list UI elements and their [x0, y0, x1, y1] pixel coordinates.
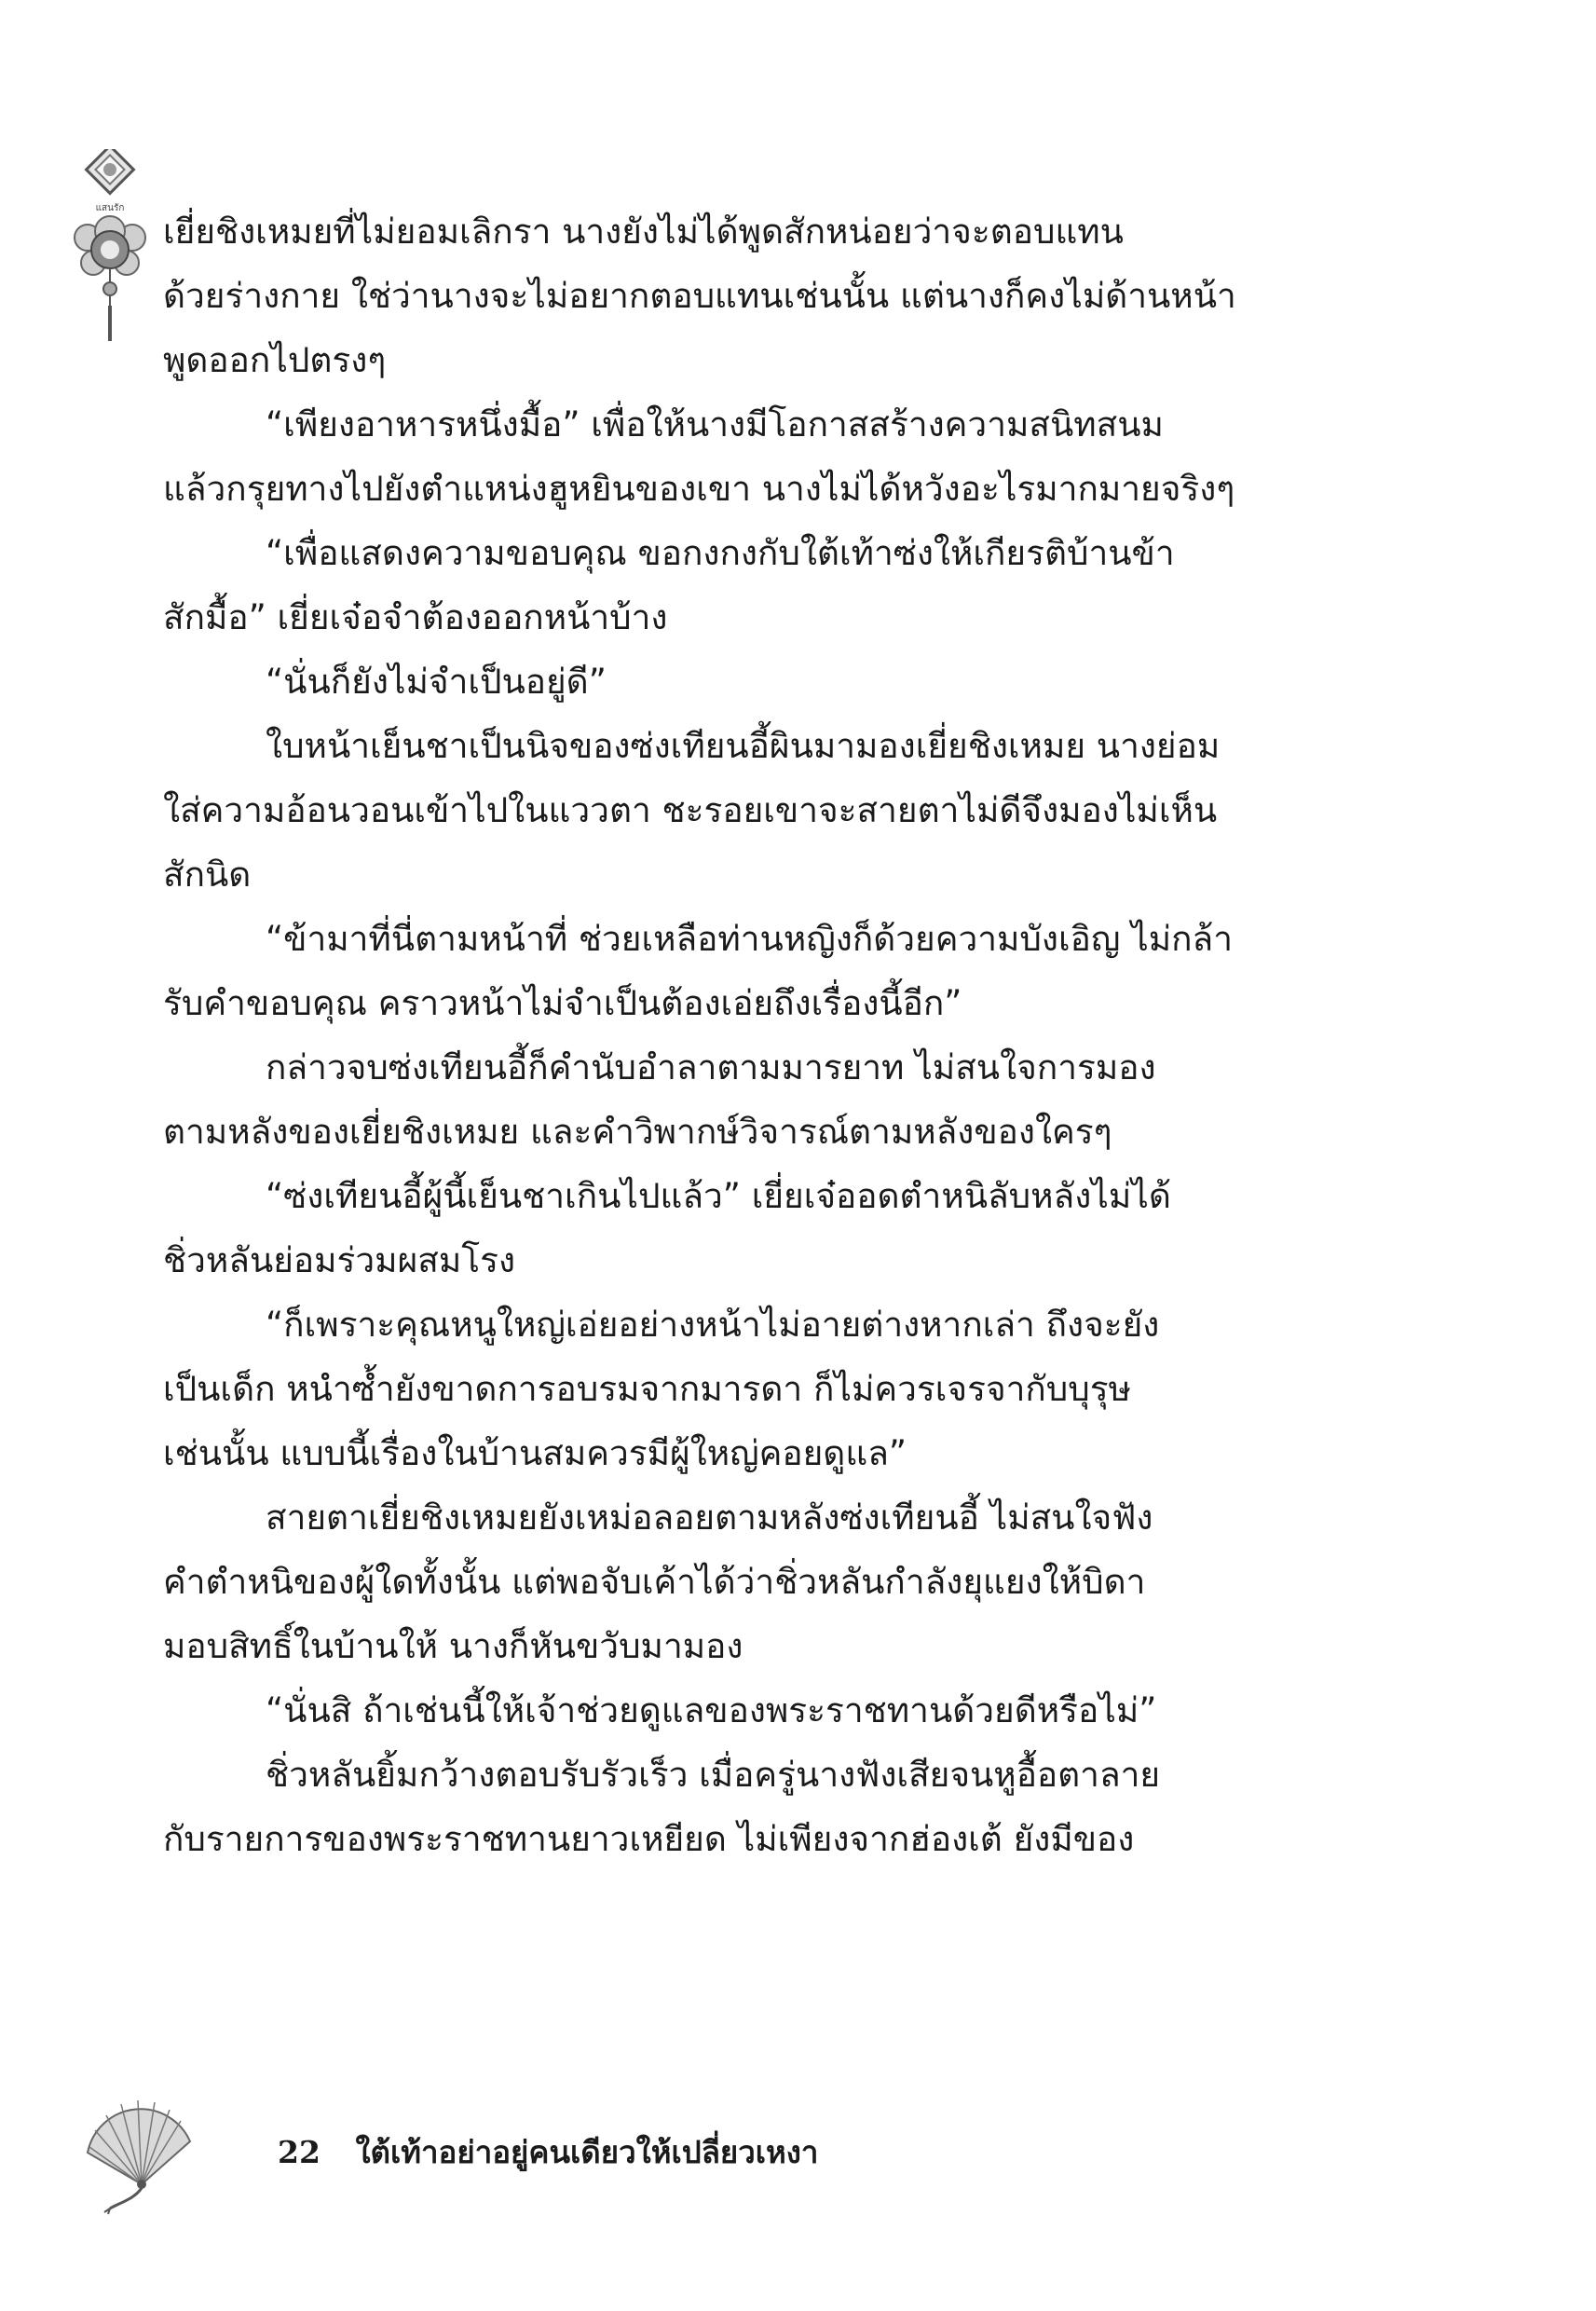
- page-footer: [278, 2134, 818, 2171]
- paragraph-6: [163, 907, 1337, 1035]
- chinese-knot-ornament-icon: [65, 149, 155, 354]
- text-line: เยี่ยชิงเหมยที่ไม่ยอมเลิกรา นางยังไม่ได้พูดสักหน่อยว่าจะตอบแทน: [163, 212, 1124, 252]
- paragraph-7: [163, 1035, 1337, 1164]
- paragraph-12: [163, 1743, 1337, 1871]
- text-line: เช่นนั้น แบบนี้เรื่องในบ้านสมควรมีผู้ใหญ่คอยดูแล”: [163, 1433, 907, 1473]
- text-line: สักมื้อ” เยี่ยเจ๋อจำต้องออกหน้าบ้าง: [163, 597, 668, 637]
- text-line: “ข้ามาที่นี่ตามหน้าที่ ช่วยเหลือท่านหญิงก็ด้วยความบังเอิญ ไม่กล้า: [266, 919, 1233, 959]
- text-line: “นั่นก็ยังไม่จำเป็นอยู่ดี”: [266, 662, 607, 702]
- paragraph-4: [163, 650, 1337, 714]
- text-line: ชิ่วหลันย่อมร่วมผสมโรง: [163, 1240, 516, 1280]
- paragraph-10: [163, 1485, 1337, 1678]
- text-line: ใส่ความอ้อนวอนเข้าไปในแววตา ชะรอยเขาจะสายตาไม่ดีจึงมองไม่เห็น: [163, 790, 1218, 830]
- text-line: คำตำหนิของผู้ใดทั้งนั้น แต่พอจับเค้าได้ว่าชิ่วหลันกำลังยุแยงให้บิดา: [163, 1562, 1146, 1602]
- text-line: แล้วกรุยทางไปยังตำแหน่งฮูหยินของเขา นางไม่ได้หวังอะไรมากมายจริงๆ: [163, 469, 1235, 509]
- text-line: “ก็เพราะคุณหนูใหญ่เอ่ยอย่างหน้าไม่อายต่างหากเล่า ถึงจะยัง: [266, 1305, 1160, 1345]
- paragraph-1: [163, 199, 1337, 392]
- text-line: มอบสิทธิ์ในบ้านให้ นางก็หันขวับมามอง: [163, 1626, 743, 1666]
- paragraph-2: [163, 392, 1337, 521]
- text-line: พูดออกไปตรงๆ: [163, 340, 387, 380]
- text-line: เป็นเด็ก หนำซ้ำยังขาดการอบรมจากมารดา ก็ไม่ควรเจรจากับบุรุษ: [163, 1369, 1132, 1409]
- paragraph-9: [163, 1292, 1337, 1485]
- text-line: กับรายการของพระราชทานยาวเหยียด ไม่เพียงจากฮ่องเต้ ยังมีของ: [163, 1819, 1135, 1859]
- text-line: “เพื่อแสดงความขอบคุณ ขอกงกงกับใต้เท้าซ่งให้เกียรติบ้านข้า: [266, 533, 1175, 573]
- text-line: กล่าวจบซ่งเทียนอี้ก็คำนับอำลาตามมารยาท ไม่สนใจการมอง: [266, 1047, 1156, 1087]
- paragraph-3: [163, 521, 1337, 650]
- folding-fan-icon: [78, 2095, 199, 2216]
- paragraph-11: [163, 1678, 1337, 1743]
- paragraph-8: [163, 1164, 1337, 1292]
- text-line: ตามหลังของเยี่ยชิงเหมย และคำวิพากษ์วิจารณ์ตามหลังของใครๆ: [163, 1112, 1112, 1152]
- text-line: ด้วยร่างกาย ใช่ว่านางจะไม่อยากตอบแทนเช่นนั้น แต่นางก็คงไม่ด้านหน้า: [163, 276, 1236, 316]
- text-line: “เพียงอาหารหนึ่งมื้อ” เพื่อให้นางมีโอกาสสร้างความสนิทสนม: [266, 404, 1164, 444]
- text-line: ชิ่วหลันยิ้มกว้างตอบรับรัวเร็ว เมื่อครู่นางฟังเสียจนหูอื้อตาลาย: [266, 1755, 1161, 1795]
- page-number: 22: [278, 2134, 321, 2170]
- body-text: [163, 199, 1337, 1871]
- paragraph-5: [163, 714, 1337, 907]
- text-line: “ซ่งเทียนอี้ผู้นี้เย็นชาเกินไปแล้ว” เยี่ยเจ๋ออดตำหนิลับหลังไม่ได้: [266, 1176, 1171, 1216]
- ornament-label: แสนรัก: [95, 203, 125, 213]
- text-line: สักนิด: [163, 855, 252, 895]
- text-line: ใบหน้าเย็นชาเป็นนิจของซ่งเทียนอี้ผินมามองเยี่ยชิงเหมย นางย่อม: [266, 726, 1221, 766]
- text-line: “นั่นสิ ถ้าเช่นนี้ให้เจ้าช่วยดูแลของพระราชทานด้วยดีหรือไม่”: [266, 1690, 1157, 1730]
- text-line: รับคำขอบคุณ คราวหน้าไม่จำเป็นต้องเอ่ยถึงเรื่องนี้อีก”: [163, 983, 962, 1023]
- book-title: ใต้เท้าอย่าอยู่คนเดียวให้เปลี่ยวเหงา: [355, 2134, 819, 2170]
- text-line: สายตาเยี่ยชิงเหมยยังเหม่อลอยตามหลังซ่งเทียนอี้ ไม่สนใจฟัง: [266, 1497, 1153, 1538]
